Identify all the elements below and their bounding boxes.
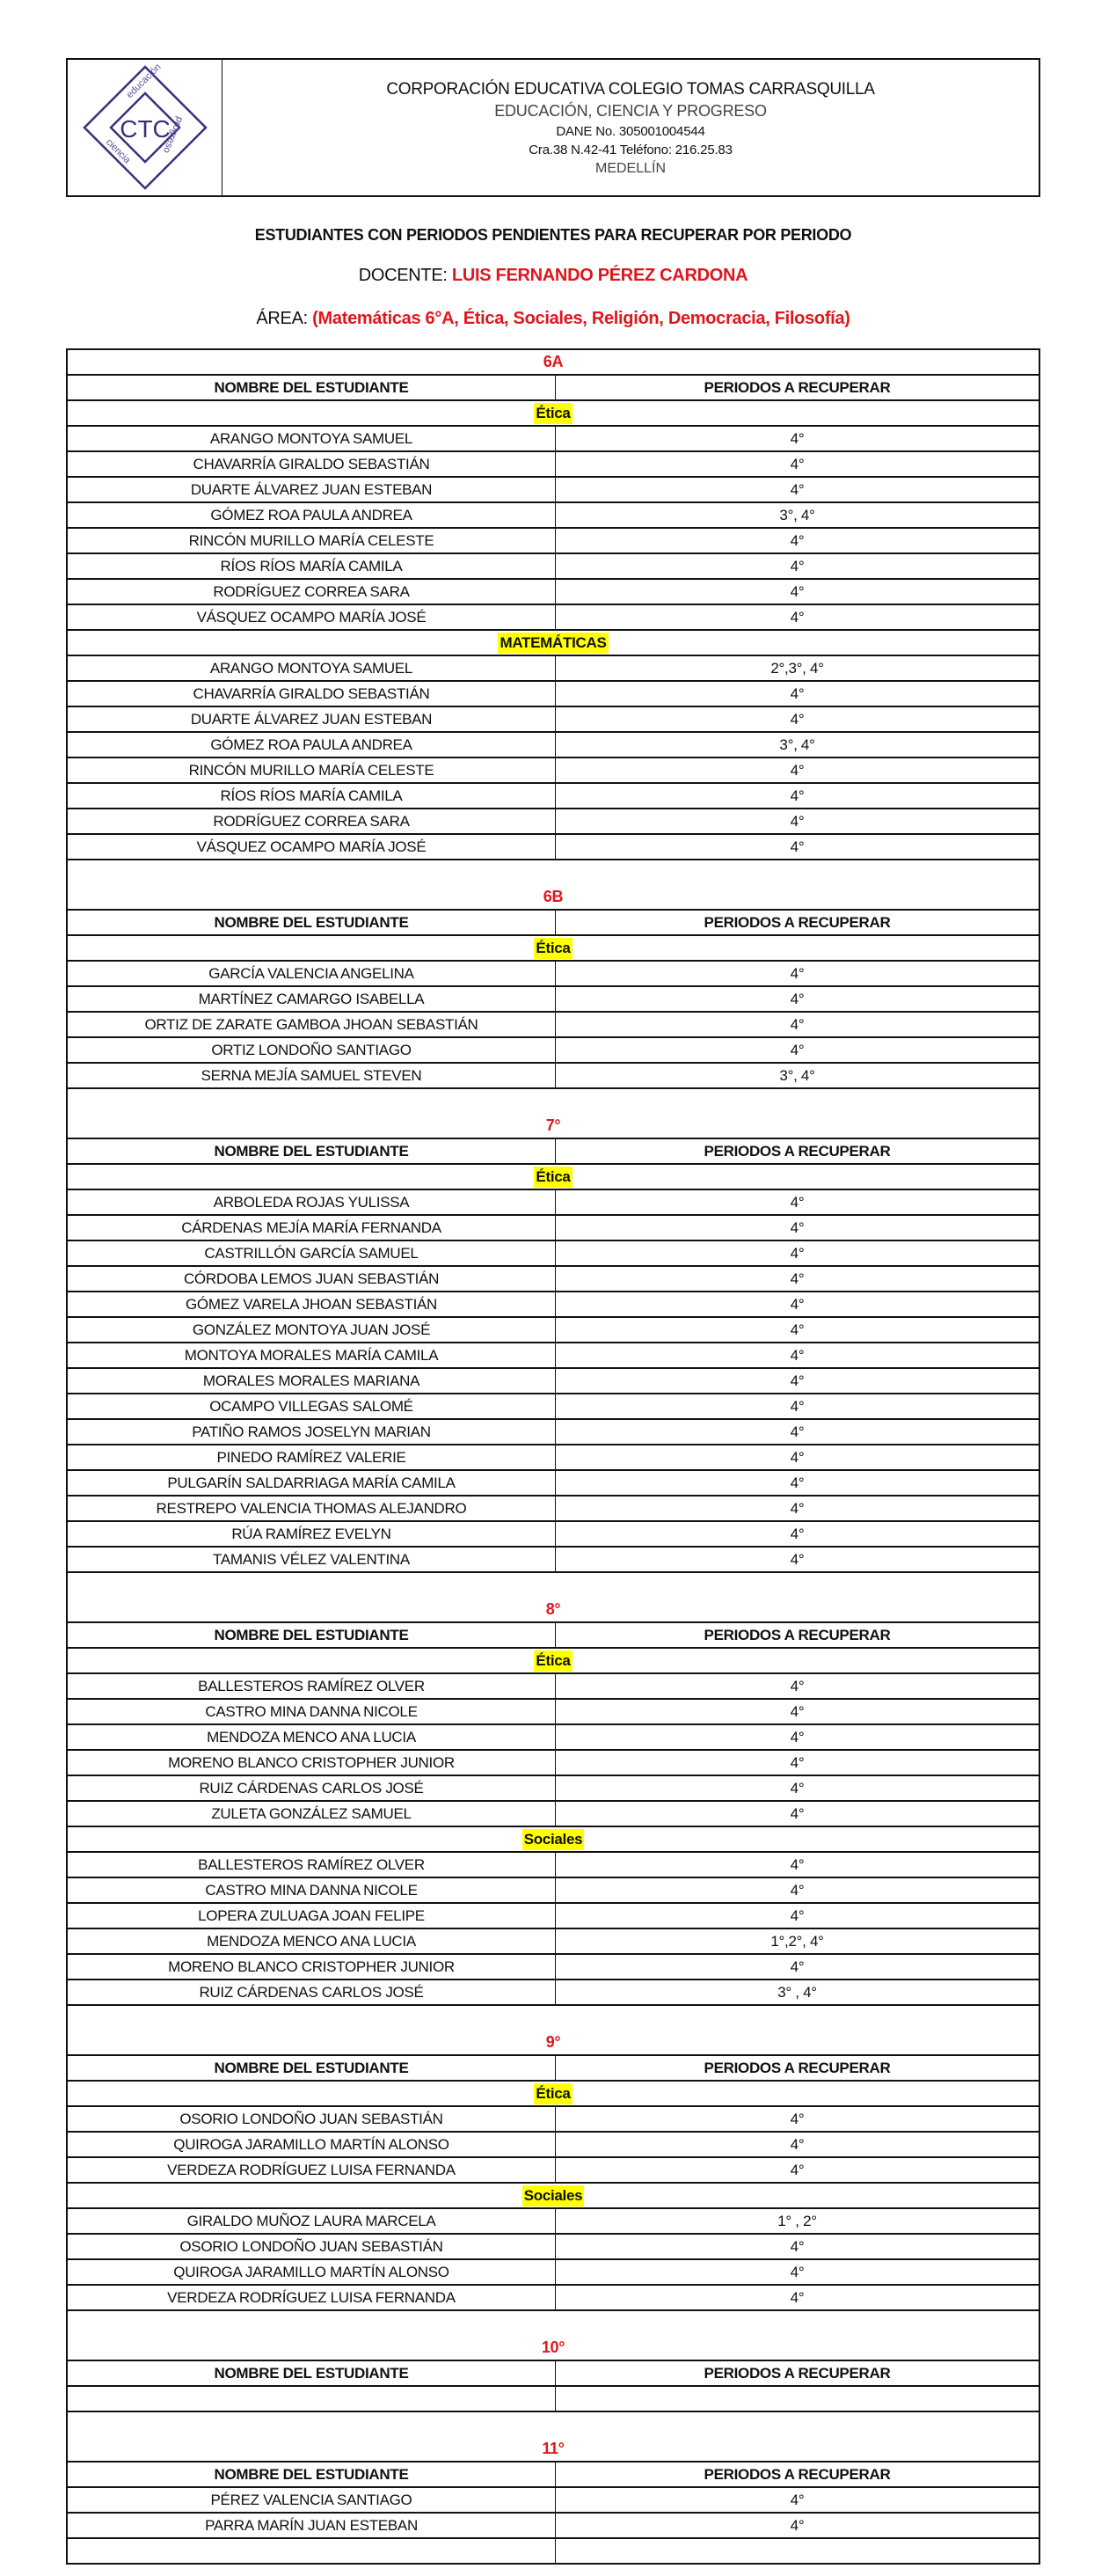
student-name: BALLESTEROS RAMÍREZ OLVER <box>68 1853 556 1877</box>
student-name: GÓMEZ VARELA JHOAN SEBASTIÁN <box>68 1292 556 1316</box>
table-row <box>68 2260 1039 2286</box>
address-phone: Cra.38 N.42-41 Teléfono: 216.25.83 <box>529 143 733 157</box>
periods-value: 4° <box>790 1321 805 1338</box>
letterhead-text <box>222 60 1039 195</box>
student-name: RÍOS RÍOS MARÍA CAMILA <box>68 784 556 808</box>
student-name: RUIZ CÁRDENAS CARLOS JOSÉ <box>68 1776 556 1800</box>
periods-value: 4° <box>790 1906 805 1924</box>
periods-value: 4° <box>790 1270 805 1287</box>
student-name: ARANGO MONTOYA SAMUEL <box>68 656 556 680</box>
student-name: GÓMEZ ROA PAULA ANDREA <box>68 733 556 757</box>
grade-title-row <box>68 2311 1039 2361</box>
student-name: VÁSQUEZ OCAMPO MARÍA JOSÉ <box>68 605 556 629</box>
subject-row <box>68 1649 1039 1674</box>
student-name: VERDEZA RODRÍGUEZ LUISA FERNANDA <box>68 2286 556 2309</box>
student-name: ARBOLEDA ROJAS YULISSA <box>68 1190 556 1214</box>
grades-table <box>66 348 1040 2565</box>
periods-value: 4° <box>790 1041 805 1058</box>
student-name: QUIROGA JARAMILLO MARTÍN ALONSO <box>68 2260 556 2284</box>
grade-title: 6A <box>543 353 564 370</box>
periods-value: 3°, 4° <box>779 735 815 753</box>
student-name: ARANGO MONTOYA SAMUEL <box>68 427 556 450</box>
student-name <box>68 2539 556 2563</box>
periods-value: 4° <box>790 787 805 804</box>
periods-value: 4° <box>790 480 805 498</box>
column-header-periods: PERIODOS A RECUPERAR <box>704 378 891 396</box>
table-row <box>68 1190 1039 1216</box>
periods-value: 4° <box>790 684 805 702</box>
student-name: CHAVARRÍA GIRALDO SEBASTIÁN <box>68 682 556 706</box>
student-name: MARTÍNEZ CAMARGO ISABELLA <box>68 987 556 1011</box>
subject-label: Ética <box>534 403 572 424</box>
column-header-name: NOMBRE DEL ESTUDIANTE <box>68 2056 556 2080</box>
subject-row <box>68 936 1039 962</box>
grade-title: 8° <box>545 1600 561 1618</box>
periods-value: 4° <box>790 1218 805 1236</box>
institution-name: CORPORACIÓN EDUCATIVA COLEGIO TOMAS CARRASQUILLA <box>386 80 875 99</box>
logo-word-3: progreso <box>160 114 185 155</box>
table-row <box>68 605 1039 631</box>
periods-value: 4° <box>790 455 805 472</box>
student-name: CASTRILLÓN GARCÍA SAMUEL <box>68 1241 556 1265</box>
table-row <box>68 1241 1039 1267</box>
table-row <box>68 1497 1039 1522</box>
table-row <box>68 1802 1039 1827</box>
table-header-row <box>68 2361 1039 2387</box>
logo-word-1: educación <box>124 62 164 101</box>
grade-title-row <box>68 2006 1039 2056</box>
area-value: (Matemáticas 6°A, Ética, Sociales, Religión, Democracia, Filosofía) <box>312 309 850 328</box>
table-row <box>68 1420 1039 1445</box>
table-row <box>68 580 1039 605</box>
table-row <box>68 2488 1039 2514</box>
column-header-name: NOMBRE DEL ESTUDIANTE <box>68 1139 556 1163</box>
table-header-row <box>68 1623 1039 1649</box>
table-row <box>68 1878 1039 1904</box>
student-name: GONZÁLEZ MONTOYA JUAN JOSÉ <box>68 1318 556 1342</box>
periods-value: 4° <box>790 2491 805 2508</box>
table-row <box>68 2235 1039 2260</box>
table-row <box>68 2286 1039 2311</box>
student-name: GARCÍA VALENCIA ANGELINA <box>68 962 556 985</box>
table-row <box>68 1013 1039 1038</box>
periods-value: 1° , 2° <box>777 2212 817 2229</box>
student-name: TAMANIS VÉLEZ VALENTINA <box>68 1548 556 1571</box>
table-row <box>68 758 1039 784</box>
periods-value: 4° <box>790 429 805 447</box>
docente-name: LUIS FERNANDO PÉREZ CARDONA <box>451 266 748 285</box>
table-row <box>68 427 1039 452</box>
periods-value: 4° <box>790 1728 805 1745</box>
grade-title-row <box>68 2412 1039 2463</box>
student-name: PÉREZ VALENCIA SANTIAGO <box>68 2488 556 2512</box>
student-name: MONTOYA MORALES MARÍA CAMILA <box>68 1343 556 1367</box>
periods-value: 4° <box>790 1244 805 1262</box>
student-name: ORTIZ LONDOÑO SANTIAGO <box>68 1038 556 1062</box>
periods-value: 4° <box>790 1550 805 1568</box>
column-header-name: NOMBRE DEL ESTUDIANTE <box>68 2361 556 2385</box>
document-title: ESTUDIANTES CON PERIODOS PENDIENTES PARA RECUPERAR POR PERIODO <box>254 226 852 244</box>
logo-word-2: ciencia <box>103 136 133 166</box>
subject-label: MATEMÁTICAS <box>498 633 608 654</box>
table-row <box>68 1955 1039 1980</box>
table-row <box>68 1445 1039 1471</box>
table-row <box>68 1471 1039 1497</box>
student-name: CASTRO MINA DANNA NICOLE <box>68 1878 556 1902</box>
periods-value: 4° <box>790 1295 805 1313</box>
student-name: QUIROGA JARAMILLO MARTÍN ALONSO <box>68 2133 556 2156</box>
table-row <box>68 784 1039 809</box>
student-name: RESTREPO VALENCIA THOMAS ALEJANDRO <box>68 1497 556 1520</box>
table-row <box>68 809 1039 835</box>
student-name: MENDOZA MENCO ANA LUCIA <box>68 1725 556 1749</box>
grade-title: 7° <box>545 1116 561 1134</box>
periods-value: 3°, 4° <box>779 506 815 523</box>
table-header-row <box>68 376 1039 401</box>
periods-value: 4° <box>790 1448 805 1466</box>
table-row <box>68 733 1039 758</box>
periods-value <box>556 2387 1039 2411</box>
student-name: RODRÍGUEZ CORREA SARA <box>68 580 556 604</box>
periods-value: 4° <box>790 1855 805 1873</box>
table-row <box>68 1674 1039 1700</box>
table-header-row <box>68 1139 1039 1165</box>
periods-value: 4° <box>790 964 805 982</box>
periods-value: 4° <box>790 1474 805 1491</box>
subject-row <box>68 2082 1039 2107</box>
table-row <box>68 682 1039 707</box>
subject-row <box>68 1165 1039 1190</box>
table-row <box>68 987 1039 1013</box>
periods-value <box>556 2539 1039 2563</box>
table-row <box>68 962 1039 987</box>
logo-cell <box>68 60 222 195</box>
student-name: CASTRO MINA DANNA NICOLE <box>68 1700 556 1723</box>
column-header-name: NOMBRE DEL ESTUDIANTE <box>68 376 556 399</box>
table-row <box>68 2107 1039 2133</box>
grade-title-row <box>68 1089 1039 1139</box>
subject-label: Ética <box>534 1167 572 1188</box>
subject-row <box>68 401 1039 427</box>
table-row <box>68 1853 1039 1878</box>
column-header-name: NOMBRE DEL ESTUDIANTE <box>68 911 556 934</box>
table-row <box>68 1548 1039 1573</box>
table-row <box>68 2514 1039 2539</box>
periods-value: 4° <box>790 2237 805 2255</box>
table-row <box>68 1318 1039 1343</box>
periods-value: 3°, 4° <box>779 1066 815 1084</box>
logo-monogram: CTC <box>119 115 171 143</box>
table-row <box>68 1700 1039 1725</box>
student-name: CHAVARRÍA GIRALDO SEBASTIÁN <box>68 452 556 476</box>
periods-value: 4° <box>790 1499 805 1517</box>
table-row <box>68 1369 1039 1394</box>
periods-value: 4° <box>790 990 805 1007</box>
periods-value: 4° <box>790 2263 805 2280</box>
column-header-periods: PERIODOS A RECUPERAR <box>704 1142 891 1160</box>
student-name: VÁSQUEZ OCAMPO MARÍA JOSÉ <box>68 835 556 859</box>
table-row <box>68 1929 1039 1955</box>
student-name: OSORIO LONDOÑO JUAN SEBASTIÁN <box>68 2235 556 2258</box>
grade-title-row <box>68 1573 1039 1623</box>
table-row <box>68 1776 1039 1802</box>
periods-value: 4° <box>790 1525 805 1542</box>
table-header-row <box>68 2056 1039 2082</box>
grade-title: 9° <box>545 2033 561 2051</box>
grade-title: 10° <box>541 2338 565 2356</box>
grade-title-row <box>68 350 1039 376</box>
periods-value: 4° <box>790 2516 805 2534</box>
table-row <box>68 835 1039 860</box>
column-header-periods: PERIODOS A RECUPERAR <box>704 2364 891 2382</box>
periods-value: 4° <box>790 608 805 626</box>
subject-row <box>68 2184 1039 2209</box>
table-row <box>68 1904 1039 1929</box>
table-row <box>68 1751 1039 1776</box>
student-name: OSORIO LONDOÑO JUAN SEBASTIÁN <box>68 2107 556 2131</box>
periods-value: 4° <box>790 1015 805 1033</box>
student-name: DUARTE ÁLVAREZ JUAN ESTEBAN <box>68 707 556 731</box>
student-name <box>68 2387 556 2411</box>
periods-value: 4° <box>790 1804 805 1822</box>
student-name: PARRA MARÍN JUAN ESTEBAN <box>68 2514 556 2537</box>
docente-label: DOCENTE: <box>358 266 448 285</box>
periods-value: 2°,3°, 4° <box>770 659 824 677</box>
periods-value: 4° <box>790 1372 805 1389</box>
table-row <box>68 2158 1039 2184</box>
periods-value: 3° , 4° <box>777 1983 817 2001</box>
periods-value: 4° <box>790 557 805 574</box>
student-name: DUARTE ÁLVAREZ JUAN ESTEBAN <box>68 478 556 501</box>
student-name: RÚA RAMÍREZ EVELYN <box>68 1522 556 1546</box>
table-header-row <box>68 2463 1039 2488</box>
student-name: PINEDO RAMÍREZ VALERIE <box>68 1445 556 1469</box>
table-header-row <box>68 911 1039 936</box>
student-name: GÓMEZ ROA PAULA ANDREA <box>68 503 556 527</box>
table-row <box>68 656 1039 682</box>
periods-value: 4° <box>790 1677 805 1694</box>
table-row <box>68 554 1039 580</box>
student-name: VERDEZA RODRÍGUEZ LUISA FERNANDA <box>68 2158 556 2182</box>
student-name: MORENO BLANCO CRISTOPHER JUNIOR <box>68 1955 556 1979</box>
table-row <box>68 2133 1039 2158</box>
student-name: MORENO BLANCO CRISTOPHER JUNIOR <box>68 1751 556 1775</box>
letterhead <box>66 58 1040 197</box>
student-name: CÁRDENAS MEJÍA MARÍA FERNANDA <box>68 1216 556 1240</box>
periods-value: 4° <box>790 1346 805 1364</box>
table-row <box>68 529 1039 554</box>
table-row <box>68 478 1039 503</box>
periods-value: 1°,2°, 4° <box>770 1932 824 1950</box>
table-row <box>68 1522 1039 1548</box>
table-row <box>68 2209 1039 2235</box>
dane-number: DANE No. 305001004544 <box>556 124 705 139</box>
student-name: SERNA MEJÍA SAMUEL STEVEN <box>68 1064 556 1087</box>
school-logo-icon <box>79 62 211 194</box>
periods-value: 4° <box>790 2288 805 2306</box>
column-header-name: NOMBRE DEL ESTUDIANTE <box>68 2463 556 2486</box>
periods-value: 4° <box>790 1193 805 1211</box>
city: MEDELLÍN <box>594 161 667 176</box>
column-header-periods: PERIODOS A RECUPERAR <box>704 1626 891 1643</box>
table-row <box>68 452 1039 478</box>
student-name: RINCÓN MURILLO MARÍA CELESTE <box>68 529 556 553</box>
student-name: PATIÑO RAMOS JOSELYN MARIAN <box>68 1420 556 1444</box>
periods-value: 4° <box>790 1423 805 1440</box>
student-name: CÓRDOBA LEMOS JUAN SEBASTIÁN <box>68 1267 556 1291</box>
student-name: RINCÓN MURILLO MARÍA CELESTE <box>68 758 556 782</box>
periods-value: 4° <box>790 2110 805 2127</box>
column-header-periods: PERIODOS A RECUPERAR <box>704 2465 891 2483</box>
periods-value: 4° <box>790 812 805 830</box>
student-name: MENDOZA MENCO ANA LUCIA <box>68 1929 556 1953</box>
subject-label: Sociales <box>522 2185 585 2206</box>
student-name: ORTIZ DE ZARATE GAMBOA JHOAN SEBASTIÁN <box>68 1013 556 1036</box>
periods-value: 4° <box>790 838 805 855</box>
grade-title-row <box>68 860 1039 911</box>
table-row <box>68 1216 1039 1241</box>
subject-label: Ética <box>534 2083 572 2104</box>
column-header-periods: PERIODOS A RECUPERAR <box>704 913 891 931</box>
subject-label: Sociales <box>522 1829 585 1850</box>
periods-value: 4° <box>790 531 805 549</box>
student-name: MORALES MORALES MARIANA <box>68 1369 556 1393</box>
table-row <box>68 1267 1039 1292</box>
table-row <box>68 707 1039 733</box>
periods-value: 4° <box>790 582 805 600</box>
periods-value: 4° <box>790 2135 805 2153</box>
periods-value: 4° <box>790 1753 805 1771</box>
table-row <box>68 503 1039 529</box>
grade-title: 11° <box>542 2440 565 2457</box>
subject-label: Ética <box>534 1650 572 1672</box>
table-row <box>68 1064 1039 1089</box>
student-name: ZULETA GONZÁLEZ SAMUEL <box>68 1802 556 1826</box>
periods-value: 4° <box>790 710 805 728</box>
table-row <box>68 1980 1039 2006</box>
table-row <box>68 1343 1039 1369</box>
area-label: ÁREA: <box>256 309 308 328</box>
student-name: RUIZ CÁRDENAS CARLOS JOSÉ <box>68 1980 556 2004</box>
table-row <box>68 1394 1039 1420</box>
student-name: RÍOS RÍOS MARÍA CAMILA <box>68 554 556 578</box>
periods-value: 4° <box>790 761 805 779</box>
column-header-name: NOMBRE DEL ESTUDIANTE <box>68 1623 556 1647</box>
table-row <box>68 1292 1039 1318</box>
docente-line <box>66 266 1040 286</box>
periods-value: 4° <box>790 2161 805 2178</box>
institution-motto: EDUCACIÓN, CIENCIA Y PROGRESO <box>494 102 767 120</box>
periods-value: 4° <box>790 1397 805 1415</box>
column-header-periods: PERIODOS A RECUPERAR <box>704 2059 891 2076</box>
table-row <box>68 1038 1039 1064</box>
student-name: LOPERA ZULUAGA JOAN FELIPE <box>68 1904 556 1928</box>
student-name: OCAMPO VILLEGAS SALOMÉ <box>68 1394 556 1418</box>
student-name: RODRÍGUEZ CORREA SARA <box>68 809 556 833</box>
table-row <box>68 2539 1039 2565</box>
subject-row <box>68 631 1039 656</box>
student-name: PULGARÍN SALDARRIAGA MARÍA CAMILA <box>68 1471 556 1495</box>
subject-row <box>68 1827 1039 1853</box>
table-row <box>68 2387 1039 2412</box>
area-line <box>66 309 1040 329</box>
periods-value: 4° <box>790 1881 805 1899</box>
grade-title: 6B <box>543 888 564 905</box>
periods-value: 4° <box>790 1702 805 1720</box>
periods-value: 4° <box>790 1958 805 1975</box>
subject-label: Ética <box>534 938 572 959</box>
table-row <box>68 1725 1039 1751</box>
periods-value: 4° <box>790 1779 805 1797</box>
student-name: BALLESTEROS RAMÍREZ OLVER <box>68 1674 556 1698</box>
student-name: GIRALDO MUÑOZ LAURA MARCELA <box>68 2209 556 2233</box>
